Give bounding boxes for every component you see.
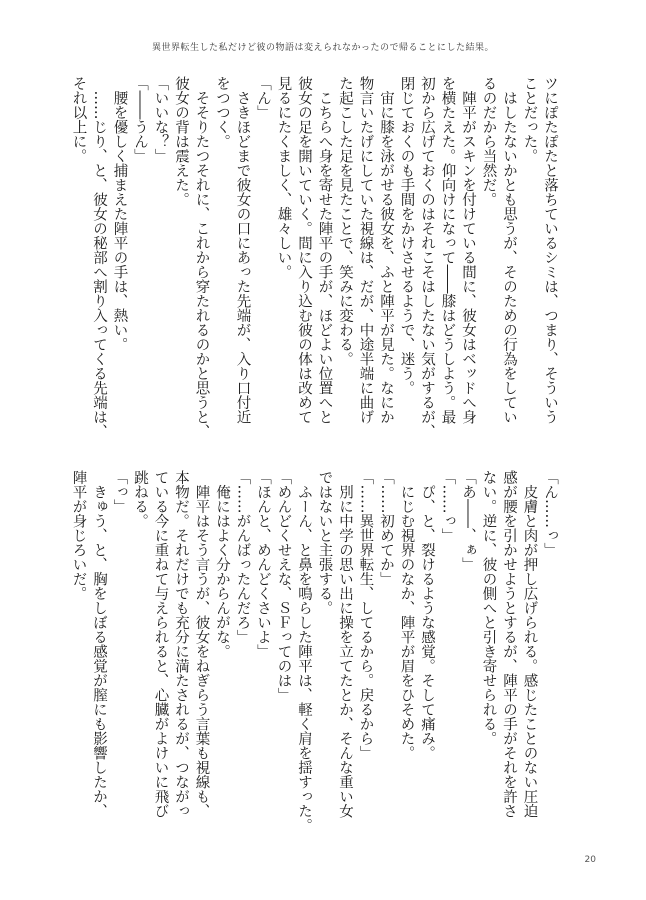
text-line: それ以上に。 — [70, 76, 87, 163]
text-line: こちらへ身を寄せた陣平の手が、ほどよい位置へと — [316, 76, 333, 424]
text-line: ふーん、と鼻を鳴らした陣平は、軽く肩を揺すった。 — [296, 470, 312, 833]
text-line: 「……異世界転生、してるから。戻るから」 — [357, 470, 374, 760]
text-line: 「ん……っ」 — [542, 470, 558, 557]
text-line: 「――うん」 — [132, 76, 148, 163]
text-line: 彼女の背は震えた。 — [173, 76, 189, 207]
body-text-lower — [70, 470, 560, 842]
text-line: 皮膚と肉が押し広げられる。感じたことのない圧迫 — [521, 470, 538, 818]
text-line: 陣平が身じろいだ。 — [70, 470, 87, 601]
body-text-upper — [70, 76, 560, 448]
text-line: 「……っ」 — [439, 470, 456, 543]
text-line: 「いいな？」 — [152, 76, 169, 163]
text-line: 「あ――、ぁ」 — [460, 470, 476, 572]
text-line: 腰を優しく捕まえた陣平の手は、熱い。 — [111, 76, 128, 352]
page-number: 20 — [584, 855, 596, 865]
text-line: ない。逆に、彼の側へと引き寄せられる。 — [480, 470, 497, 746]
text-line: 「……初めてか」 — [378, 470, 394, 586]
text-line: ことだった。 — [521, 76, 538, 163]
text-line: 閉じておくのも手間をかけさせるようで、迷う。 — [398, 76, 415, 395]
text-line: 俺にはよく分からんがな。 — [214, 470, 230, 659]
text-line: きゅう、と、胸をしぼる感覚が膣にも影響したか、 — [91, 470, 107, 818]
text-line: さきほどまで彼女の口にあった先端が、入り口付近 — [234, 76, 251, 424]
text-line: 陣平はそう言うが、彼女をねぎらう言葉も視線も、 — [193, 470, 210, 818]
text-line: 「……がんばったんだろ」 — [234, 470, 251, 644]
text-line: 感が腰を引かせようとするが、陣平の手がそれを許さ — [501, 470, 517, 818]
text-line: るのだから当然だ。 — [480, 76, 497, 207]
text-line: 彼女の足を開いていく。間に入り込む彼の体は改めて — [296, 76, 312, 424]
text-line: 物言いたげにしていた視線は、だが、中途半端に曲げ — [357, 76, 374, 424]
text-line: ツにぽたぽたと落ちているシミは、つまり、そういう — [542, 76, 558, 424]
text-line: ……じり、と、彼女の秘部へ割り入ってくる先端は、 — [91, 76, 107, 439]
text-line: 陣平がスキンを付けている間に、彼女はベッドへ身 — [460, 76, 476, 424]
text-line: をつつく。 — [214, 76, 230, 149]
text-line: た起こした足を見たことで、笑みに変わる。 — [337, 76, 353, 366]
text-line: 初から広げておくのはそれこそはしたない気がするが、 — [419, 76, 435, 439]
text-line: ぴ、と、裂けるような感覚。そして痛み。 — [419, 470, 435, 760]
text-line: 「めんどくせえな、ＳＦってのは」 — [275, 470, 292, 702]
text-line: ている今に重ねて与えられると、心臓がよけいに飛び — [152, 470, 169, 818]
text-line: 見るにたくましく、雄々しい。 — [275, 76, 292, 279]
text-line: を横たえた。仰向けになって――膝はどうしよう。最 — [439, 76, 456, 424]
page-header-title: 異世界転生した私だけど彼の物語は変えられなかったので帰ることにした結果。 — [151, 43, 494, 53]
text-line: 「っ」 — [111, 470, 128, 514]
text-line: 本物だ。それだけでも充分に満たされるが、つながっ — [173, 470, 189, 818]
text-line: にじむ視界のなか、陣平が眉をひそめた。 — [398, 470, 415, 760]
text-line: 別に中学の思い出に操を立てたとか、そんな重い女 — [337, 470, 353, 818]
text-line: はしたないかとも思うが、そのための行為をしてい — [501, 76, 517, 424]
text-line: そそりたつそれに、これから穿たれるのかと思うと、 — [193, 76, 210, 439]
text-line: 「ほんと、めんどくさいよ」 — [255, 470, 271, 659]
text-line: 宙に膝を泳がせる彼女を、ふと陣平が見た。なにか — [378, 76, 394, 424]
text-line: 「ん」 — [255, 76, 271, 120]
text-line: 跳ねる。 — [132, 470, 148, 528]
text-line: ではないと主張する。 — [316, 470, 333, 615]
